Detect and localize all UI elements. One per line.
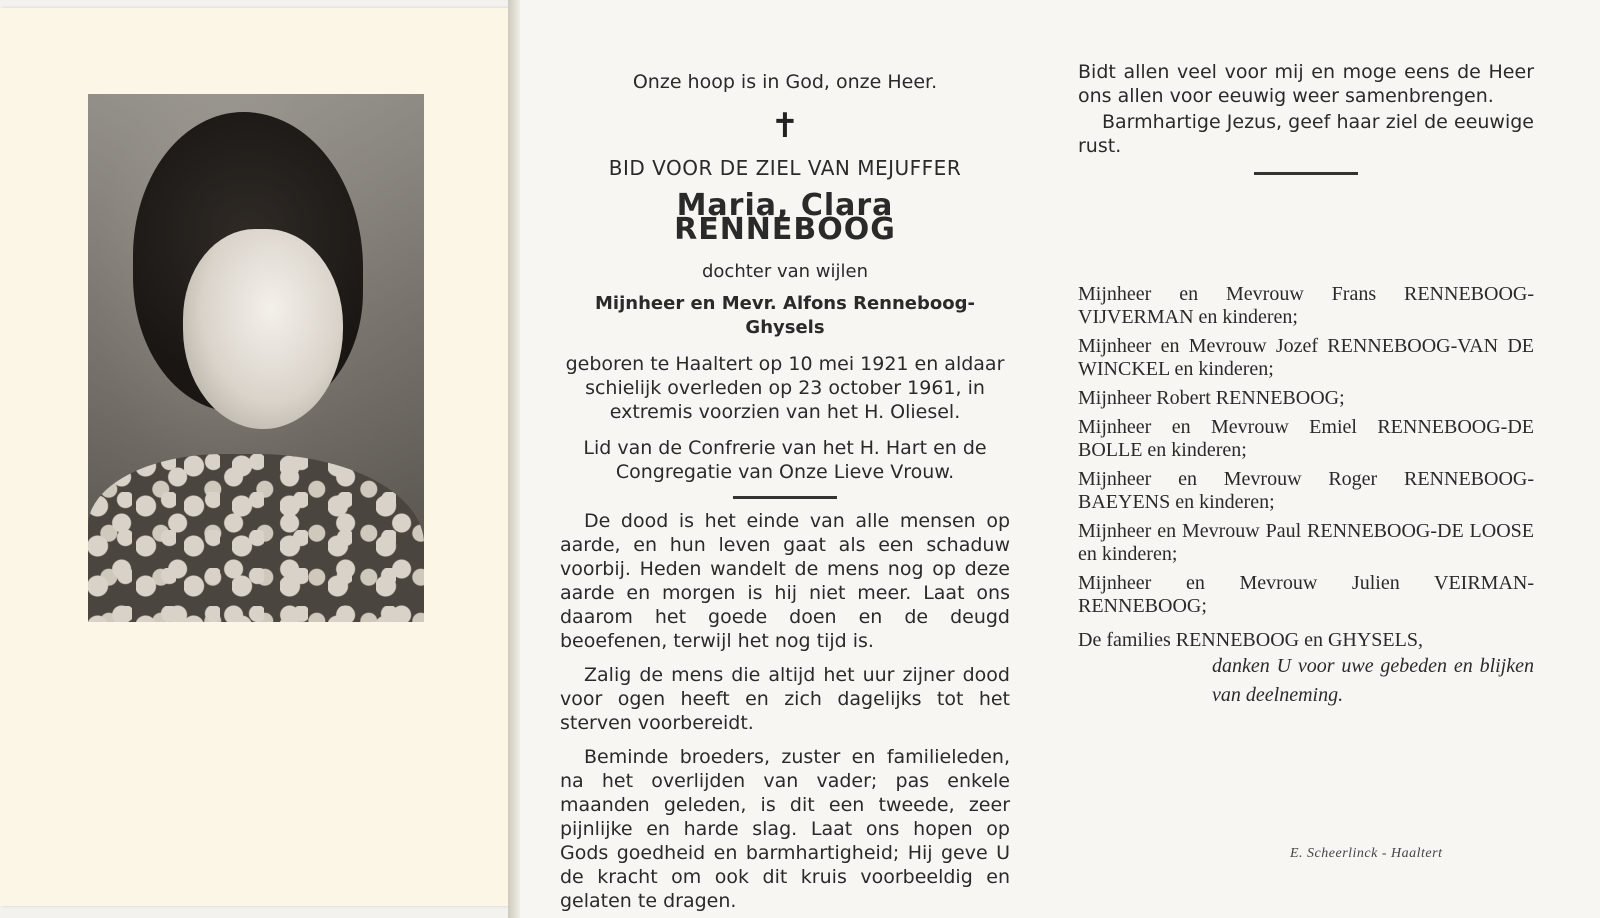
middle-column [560,60,1010,913]
family-item: Mijnheer en Mevrouw Frans RENNEBOOG-VIJVERMAN en kinderen; [1078,283,1534,328]
family-item: Mijnheer en Mevrouw Roger RENNEBOOG-BAEYENS en kinderen; [1078,468,1534,513]
membership-text: Lid van de Confrerie van het H. Hart en de Congregatie van Onze Lieve Vrouw. [583,437,987,483]
family-item: Mijnheer Robert RENNEBOOG; [1078,387,1345,409]
family-list [1078,283,1534,618]
family-item: Mijnheer en Mevrouw Emiel RENNEBOOG-DE BOLLE en kinderen; [1078,416,1534,461]
parents-names: Mijnheer en Mevr. Alfons Renneboog-Ghysels [595,293,975,338]
paragraph: De dood is het einde van alle mensen op aarde, en hun leven gaat als een schaduw voorbij. Heden wandelt de mens nog op deze aarde en morgen is hij niet meer. Laat ons daarom het goede doen en de deugd beoefenen, terwijl het nog tijd is. [560,510,1010,652]
birth-death-text: geboren te Haaltert op 10 mei 1921 en aldaar schielijk overleden op 23 october 1961, in extremis voorzien van het H. Oliesel. [565,353,1005,423]
family-item: Mijnheer en Mevrouw Paul RENNEBOOG-DE LOOSE en kinderen; [1078,520,1534,565]
families-line: De families RENNEBOOG en GHYSELS, [1078,629,1423,651]
paragraph: Beminde broeders, zuster en familieleden, na het overlijden van vader; pas enkele maanden geleden, is dit een tweede, zeer pijnlijke en harde slag. Laat ons hopen op Gods goedheid en barmhartigheid; Hij geve U de kracht om ook dit kruis voorbeeldig en gelaten te dragen. [560,746,1010,912]
family-item: Mijnheer en Mevrouw Julien VEIRMAN-RENNEBOOG; [1078,572,1534,617]
right-column [1078,60,1534,710]
printer-credit: E. Scheerlinck - Haaltert [1290,846,1443,861]
thanks-text: danken U voor uwe gebeden en blijken van deelneming. [1212,655,1534,706]
daughter-of: dochter van wijlen [701,261,869,282]
divider [1254,172,1358,175]
divider [733,496,837,499]
card-fold [508,0,520,918]
prayer-text: Bidt allen veel voor mij en moge eens de Heer ons allen voor eeuwig weer samenbrengen. [1078,61,1534,107]
memorial-text-card [520,0,1600,918]
deceased-name: Maria, Clara RENNEBOOG [674,188,896,247]
family-item: Mijnheer en Mevrouw Jozef RENNEBOOG-VAN DE WINCKEL en kinderen; [1078,335,1534,380]
prayer-heading: BID VOOR DE ZIEL VAN MEJUFFER [608,156,962,180]
photo-card [0,8,509,906]
motto: Onze hoop is in God, onze Heer. [632,71,938,93]
paragraph: Zalig de mens die altijd het uur zijner dood voor ogen heeft en zich dagelijks tot het sterven voorbereidt. [560,664,1010,734]
portrait-photo [88,94,424,622]
prayer-text-2: Barmhartige Jezus, geef haar ziel de eeuwige rust. [1078,111,1534,157]
cross-icon: ✝ [770,106,800,146]
